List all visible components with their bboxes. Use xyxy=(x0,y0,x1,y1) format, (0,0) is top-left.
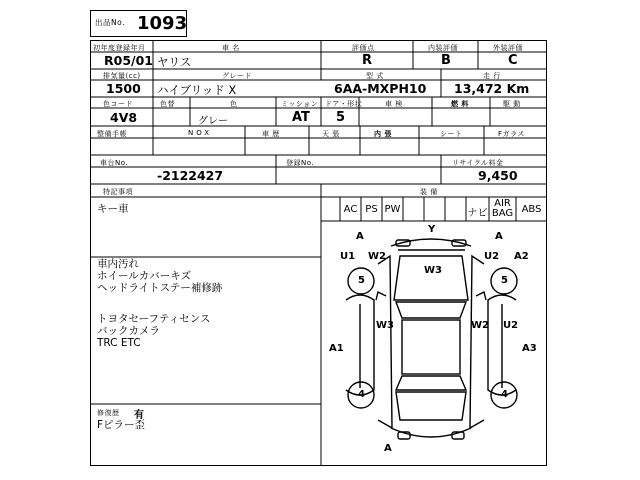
interior-score-label: 内装評価 xyxy=(428,44,458,52)
airbag-line: BAG xyxy=(491,208,514,219)
color-type-label: 色替 xyxy=(160,100,175,108)
lot-number-label: 出品No. xyxy=(95,18,125,27)
note-line: バックカメラ xyxy=(97,325,160,337)
mark-a-front-right: A xyxy=(495,231,503,242)
registration-label: 登録No. xyxy=(286,159,315,167)
note-line: トヨタセーフティセンス xyxy=(97,313,211,325)
mark-front-y: Y xyxy=(428,224,436,235)
color-value: グレー xyxy=(198,116,228,127)
mark-w2-right: W2 xyxy=(471,320,489,331)
fuel-label: 燃 料 xyxy=(451,100,469,108)
mark-wheel-rl: 4 xyxy=(358,389,365,400)
recycle-label: リサイクル料金 xyxy=(452,159,504,167)
year-label: 初年度登録年月 xyxy=(93,44,146,52)
interior-trim-label: 内 張 xyxy=(374,130,392,138)
score-label: 評価点 xyxy=(352,44,375,52)
doors-value: 5 xyxy=(336,110,346,125)
year-value: R05/01 xyxy=(104,53,153,68)
mark-w3-left: W3 xyxy=(376,320,394,331)
airbag-line: AIR xyxy=(494,198,511,209)
chassis-value: -2122427 xyxy=(157,168,224,183)
equipment-abs: ABS xyxy=(521,204,542,215)
mark-a1: A1 xyxy=(329,343,344,354)
interior-score-value: B xyxy=(441,53,451,68)
color-code-value: 4V8 xyxy=(110,110,138,125)
sunroof-label: 天 張 xyxy=(322,130,340,138)
equipment-navi: ナビ xyxy=(467,208,488,219)
mileage-label: 走 行 xyxy=(483,72,501,80)
color-code-label: 色コード xyxy=(103,100,133,108)
displacement-value: 1500 xyxy=(106,81,141,96)
recycle-value: 9,450 xyxy=(478,168,518,183)
mission-label: ミッション xyxy=(281,100,319,108)
exterior-score-label: 外装評価 xyxy=(493,44,523,52)
color-label: 色 xyxy=(230,100,238,108)
fglass-label: Fガラス xyxy=(498,130,525,138)
mark-a3: A3 xyxy=(522,343,537,354)
mark-a2: A2 xyxy=(514,251,529,262)
equipment-ac: AC xyxy=(343,204,358,215)
score-value: R xyxy=(362,53,373,68)
note-line: ホイールカバーキズ xyxy=(97,270,192,282)
seat-label: シート xyxy=(440,130,463,138)
mark-wheel-rr: 4 xyxy=(501,389,508,400)
model-label: 型 式 xyxy=(366,72,384,80)
mark-a-rear: A xyxy=(384,443,392,454)
repair-detail: Fピラー歪 xyxy=(97,419,146,431)
mark-u2-right: U2 xyxy=(484,251,500,262)
note-line: 車内汚れ xyxy=(97,258,139,270)
equipment-ps: PS xyxy=(365,204,378,215)
inspection-label: 車 検 xyxy=(385,100,403,108)
mission-value: AT xyxy=(292,110,310,125)
chassis-label: 車台No. xyxy=(100,159,129,167)
history-label: 車 歴 xyxy=(262,130,280,138)
doors-label: ドア・形状 xyxy=(325,100,363,108)
mileage-value: 13,472 Km xyxy=(454,81,530,96)
mark-u2-side: U2 xyxy=(503,320,519,331)
nox-label: NOX xyxy=(188,129,213,137)
grade-label: グレード xyxy=(222,72,252,80)
note-line: キー車 xyxy=(97,203,129,215)
equipment-pw: PW xyxy=(384,204,401,215)
notes-label: 特記事項 xyxy=(103,188,133,196)
car-name-label: 車 名 xyxy=(222,44,240,52)
mark-u1: U1 xyxy=(340,251,356,262)
grade-value: ハイブリッド X xyxy=(157,83,237,97)
maintenance-label: 整備手帳 xyxy=(97,130,127,138)
note-line: ヘッドライトステー補修跡 xyxy=(97,282,223,294)
model-value: 6AA-MXPH10 xyxy=(334,81,427,96)
note-line: TRC ETC xyxy=(97,337,141,349)
repair-history-label: 修復歴 xyxy=(97,409,120,417)
car-name-value: ヤリス xyxy=(157,55,192,69)
mark-wheel-fl: 5 xyxy=(358,275,365,286)
exterior-score-value: C xyxy=(508,53,518,68)
mark-w3-roof: W3 xyxy=(424,265,442,276)
mark-w2-left: W2 xyxy=(368,251,386,262)
equipment-label: 装 備 xyxy=(420,188,438,196)
displacement-label: 排気量(cc) xyxy=(103,72,141,80)
drive-label: 駆 動 xyxy=(503,100,521,108)
mark-wheel-fr: 5 xyxy=(501,275,508,286)
lot-number-value: 1093 xyxy=(137,13,188,34)
repair-history-value: 有 xyxy=(134,410,144,421)
mark-a-front-left: A xyxy=(356,231,364,242)
